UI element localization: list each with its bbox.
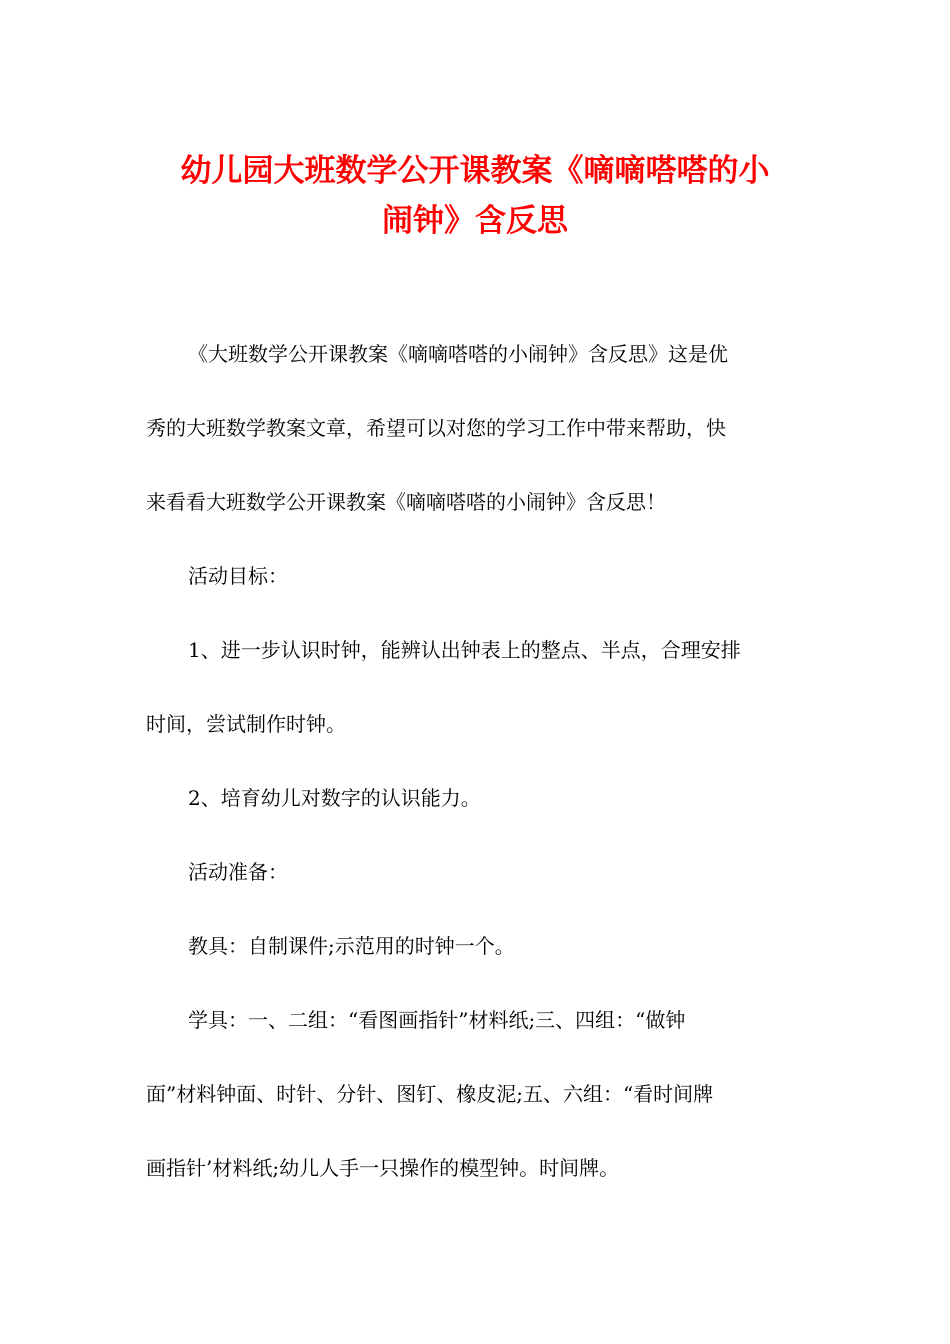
learning-tools-line: 学具：一、二组：“看图画指针”材料纸;三、四组：“做钟 — [188, 1008, 686, 1032]
section-heading-preparation: 活动准备： — [188, 860, 288, 884]
intro-paragraph-line: 秀的大班数学教案文章，希望可以对您的学习工作中带来帮助，快 — [146, 416, 726, 440]
learning-tools-line: 面”材料钟面、时针、分针、图钉、橡皮泥;五、六组：“看时间牌 — [146, 1082, 714, 1106]
title-line-1: 幼儿园大班数学公开课教案《嘀嘀嗒嗒的小 — [180, 153, 770, 189]
document-body — [146, 329, 806, 1217]
intro-paragraph-line: 《大班数学公开课教案《嘀嘀嗒嗒的小闹钟》含反思》这是优 — [188, 342, 728, 366]
title-line-2: 闹钟》含反思 — [382, 203, 568, 239]
teaching-aids: 教具：自制课件;示范用的时钟一个。 — [188, 934, 515, 958]
goal-item-2: 2、培育幼儿对数字的认识能力。 — [188, 786, 481, 810]
document-title — [100, 146, 850, 246]
goal-item-1-line: 1、进一步认识时钟，能辨认出钟表上的整点、半点，合理安排 — [188, 638, 741, 662]
intro-paragraph-line: 来看看大班数学公开课教案《嘀嘀嗒嗒的小闹钟》含反思！ — [146, 490, 666, 514]
goal-item-1-line: 时间，尝试制作时钟。 — [146, 712, 346, 736]
learning-tools-line: 画指针’材料纸;幼儿人手一只操作的模型钟。时间牌。 — [146, 1156, 620, 1180]
section-heading-goals: 活动目标： — [188, 564, 288, 588]
